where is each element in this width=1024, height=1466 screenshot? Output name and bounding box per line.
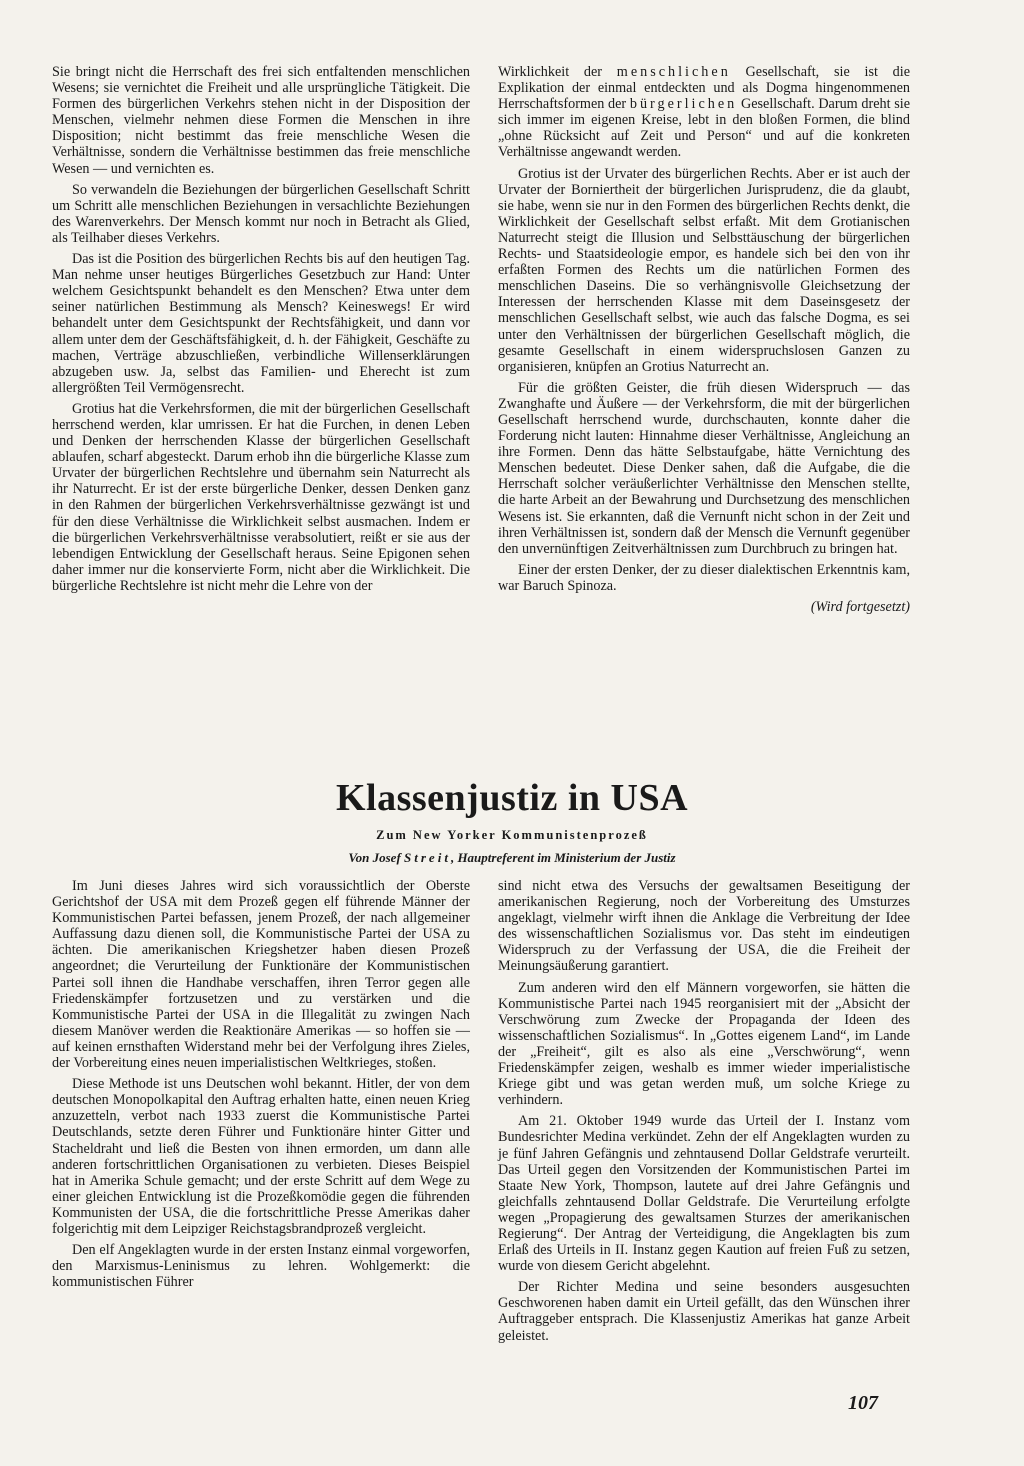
continued-article-left-column bbox=[52, 64, 470, 599]
paragraph: Einer der ersten Denker, der zu dieser dialektischen Erkenntnis kam, war Baruch Spinoza. bbox=[498, 561, 910, 594]
paragraph: Grotius ist der Urvater des bürgerlichen Rechts. Aber er ist auch der Urvater der Borniertheit der bürgerlichen Jurisprudenz, die da glaubt, sie habe, wenn sie nur in den Formen des bürgerlichen Rechts denkt, die Wirklichkeit der Gesellschaft selbst erfaßt. Mit dem Grotianischen Naturrecht steigt die Illusion und Selbsttäuschung der bürgerlichen Rechts- und Staatsideologie empor, es handele sich bei den von ihr erfaßten Formen des Rechts um die natürlichen Formen des menschlichen Daseins. Die so verhängnisvolle Gleichsetzung der Interessen der herrschenden Klasse mit dem Daseinsgesetz der menschlichen Gesellschaft selbst, wie auch das falsche Dogma, es sei unter den Verhältnissen der bürgerlichen Gesellschaft möglich, die gesamte Gesellschaft in einem widerspruchslosen Ganzen zu organisieren, knüpfen an Grotius Naturrecht an. bbox=[498, 165, 910, 375]
continued-note: (Wird fortgesetzt) bbox=[810, 599, 910, 615]
paragraph: Zum anderen wird den elf Männern vorgeworfen, sie hätten die Kommunistische Partei nach 1945 reorganisiert mit der „Absicht der Verschwörung zum Zwecke der Propaganda der Ideen des wissenschaftlichen Sozialismus“. In „Gottes eigenem Land“, im Lande der „Freiheit“, gilt es also als eine „Verschwörung“, wenn Friedenskämpfer zeigen, weshalb es immer wieder imperialistische Kriege gibt und was getan werden muß, um solche Kriege zu verhindern. bbox=[498, 979, 910, 1109]
article-left-column bbox=[52, 878, 470, 1295]
paragraph: Für die größten Geister, die früh diesen Widerspruch — das Zwanghafte und Äußere — der Verkehrsform, die mit der bürgerlichen Gesellschaft herrschend wurde, durchschauten, konnte daher die Forderung nicht lauten: Hinnahme dieser Verhältnisse, Angleichung an ihre Formen. Denn das hätte Selbstaufgabe, hätte Vernichtung des Menschen bedeutet. Diese Denker sahen, daß die Aufgabe, die die Herrschaft solcher veräußerlichter Verhältnisse den Menschen stellte, die harte Arbeit an der Bewahrung und Durchsetzung des menschlichen Wesens ist. Sie erkannten, daß die Vernunft nicht schon in der Zeit und ihren Verhältnissen ist, sondern daß der Mensch die Vernunft gegenüber den unvernünftigen Zeitverhältnissen zum Durchbruch zu bringen hat. bbox=[498, 379, 910, 557]
paragraph: Diese Methode ist uns Deutschen wohl bekannt. Hitler, der von dem deutschen Monopolkapital den Auftrag erhalten hatte, einen neuen Krieg anzuzetteln, verbot nach 1933 zuerst die Kommunistische Partei Deutschlands, setzte deren Führer und Funktionäre hinter Gitter und Stacheldraht und ließ die Besten von ihnen ermorden, um dann alle anderen fortschrittlichen Organisationen zu verbieten. Dieses Beispiel hat in Amerika Schule gemacht; und der erste Schritt auf dem Wege zu einer gleichen Entwicklung ist die Prozeßkomödie gegen die führenden Kommunisten der USA, die die fortschrittliche Presse Amerikas daher folgerichtig mit dem Leipziger Reichstagsbrandprozeß vergleicht. bbox=[52, 1076, 470, 1237]
paragraph: Im Juni dieses Jahres wird sich voraussichtlich der Oberste Gerichtshof der USA mit dem Prozeß gegen elf führende Männer der Kommunistischen Partei befassen, jenem Prozeß, der nach allgemeiner Auffassung dazu dienen soll, die Kommunistische Partei der USA zu ächten. Die amerikanischen Kriegshetzer haben diesen Prozeß angeordnet; die Verurteilung der Funktionäre der Kommunistischen Partei soll ihnen die Handhabe verschaffen, ihren Terror gegen alle Friedenskämpfer fortzusetzen und zu verstärken und die Kommunistische Partei der USA in die Illegalität zu zwingen Nach diesem Manöver werden die Reaktionäre Amerikas — so hoffen sie — auf keinen ernsthaften Widerstand mehr bei der Verfolgung ihres Zieles, der Vorbereitung eines neuen imperialistischen Weltkrieges, stoßen. bbox=[52, 878, 470, 1072]
continued-article-right-column bbox=[498, 64, 910, 615]
article-right-column bbox=[498, 878, 910, 1349]
paragraph: sind nicht etwa des Versuchs der gewaltsamen Beseitigung der amerikanischen Regierung, noch der Vorbereitung des Umsturzes angeklagt, vielmehr wirft ihnen die Anklage die Verbreitung der Idee des wissenschaftlichen Sozialismus vor. Das steht im eindeutigen Widerspruch zu der Verfassung der USA, die die Freiheit der Meinungsäußerung garantiert. bbox=[498, 878, 910, 975]
paragraph: Grotius hat die Verkehrsformen, die mit der bürgerlichen Gesellschaft herrschend werden, klar umrissen. Er hat die Furchen, in denen Leben und Denken der herrschenden Klasse der bürgerlichen Gesellschaft ablaufen, scharf abgesteckt. Darum erhob ihn die bürgerliche Klasse zum Urvater der bürgerlichen Rechtslehre und übernahm sein Naturrecht als ihr Naturrecht. Er ist der erste bürgerliche Denker, dessen Denken ganz in den Rahmen der bürgerlichen Verkehrsverhältnisse gezwängt ist und für den diese Verhältnisse die Wirklichkeit selbst ausmachen. Indem er die bürgerlichen Verkehrsverhältnisse verabsolutiert, reißt er sie aus der lebendigen Entwicklung der Gesellschaft heraus. Seine Epigonen sehen daher immer nur die konservierte Form, nicht aber die Wirklichkeit. Die bürgerliche Rechtslehre ist nicht mehr die Lehre von der bbox=[52, 400, 470, 594]
article-subtitle: Zum New Yorker Kommunistenprozeß bbox=[376, 828, 648, 842]
paragraph: Der Richter Medina und seine besonders ausgesuchten Geschworenen haben damit ein Urteil gefällt, das den Wünschen ihrer Auftraggeber entsprach. Die Klassenjustiz Amerikas hat ganze Arbeit geleistet. bbox=[498, 1279, 910, 1344]
page-number: 107 bbox=[848, 1392, 878, 1414]
paragraph: Sie bringt nicht die Herrschaft des frei sich entfaltenden menschlichen Wesens; sie vernichtet die Freiheit und alle ursprüngliche Tätigkeit. Die Formen des bürgerlichen Verkehrs stehen nicht in der Disposition der Menschen, vielmehr nehmen diese Formen die Menschen in ihre Disposition; nicht bestimmt das freie menschliche Wesen die Verhältnisse, sondern die Verhältnisse bestimmen das freie menschliche Wesen — und vernichten es. bbox=[52, 64, 470, 177]
paragraph: Wirklichkeit der menschlichen Gesellschaft, sie ist die Explikation der einmal entdeckten und als Dogma hingenommenen Herrschaftsformen der bürgerlichen Gesellschaft. Darum dreht sie sich immer im eigenen Kreise, lebt in den bloßen Formen, die blind „ohne Rücksicht auf Zeit und Person“ und auf die konkreten Verhältnisse angewandt werden. bbox=[498, 64, 911, 161]
paragraph: So verwandeln die Beziehungen der bürgerlichen Gesellschaft Schritt um Schritt alle menschlichen Beziehungen in versachlichte Beziehungen des Warenverkehrs. Der Mensch kommt nur noch in Betracht als Glied, als Teilhaber dieses Verkehrs. bbox=[52, 181, 470, 246]
paragraph: Das ist die Position des bürgerlichen Rechts bis auf den heutigen Tag. Man nehme unser heutiges Bürgerliches Gesetzbuch zur Hand: Unter welchem Gesichtspunkt behandelt es den Menschen? Etwa unter dem seiner natürlichen Bestimmung als Mensch? Keineswegs! Er wird behandelt unter dem Gesichtspunkt der Rechtsfähigkeit, und dann vor allem unter dem der Geschäftsfähigkeit, d. h. der Fähigkeit, Geschäfte zu machen, Verträge abzuschließen, verbindliche Willenserklärungen abzugeben usw. Ja, selbst das Familien- und Eherecht ist zum allergrößten Teil Vermögensrecht. bbox=[52, 251, 470, 396]
paragraph: Den elf Angeklagten wurde in der ersten Instanz einmal vorgeworfen, den Marxismus-Leninismus zu lehren. Wohlgemerkt: die kommunistischen Führer bbox=[52, 1242, 470, 1291]
paragraph: Am 21. Oktober 1949 wurde das Urteil der I. Instanz vom Bundesrichter Medina verkündet. Zehn der elf Angeklagten wurden zu je fünf Jahren Gefängnis und zehntausend Dollar Geldstrafe verurteilt. Das Urteil gegen den Vorsitzenden der Kommunistischen Partei im Staate New York, Thompson, lautete auf drei Jahre Gefängnis und gleichfalls zehntausend Dollar Geldstrafe. Die Verurteilung erfolgte wegen „Propagierung des gewaltsamen Sturzes der amerikanischen Regierung“. Der Antrag der Verteidigung, die Angeklagten bis zum Erlaß des Urteils in II. Instanz gegen Kaution auf freien Fuß zu setzen, wurde von diesem Gericht abgelehnt. bbox=[498, 1113, 910, 1275]
article-byline: Von Josef Streit, Hauptreferent im Ministerium der Justiz bbox=[348, 850, 676, 865]
article-title: Klassenjustiz in USA bbox=[335, 777, 689, 819]
